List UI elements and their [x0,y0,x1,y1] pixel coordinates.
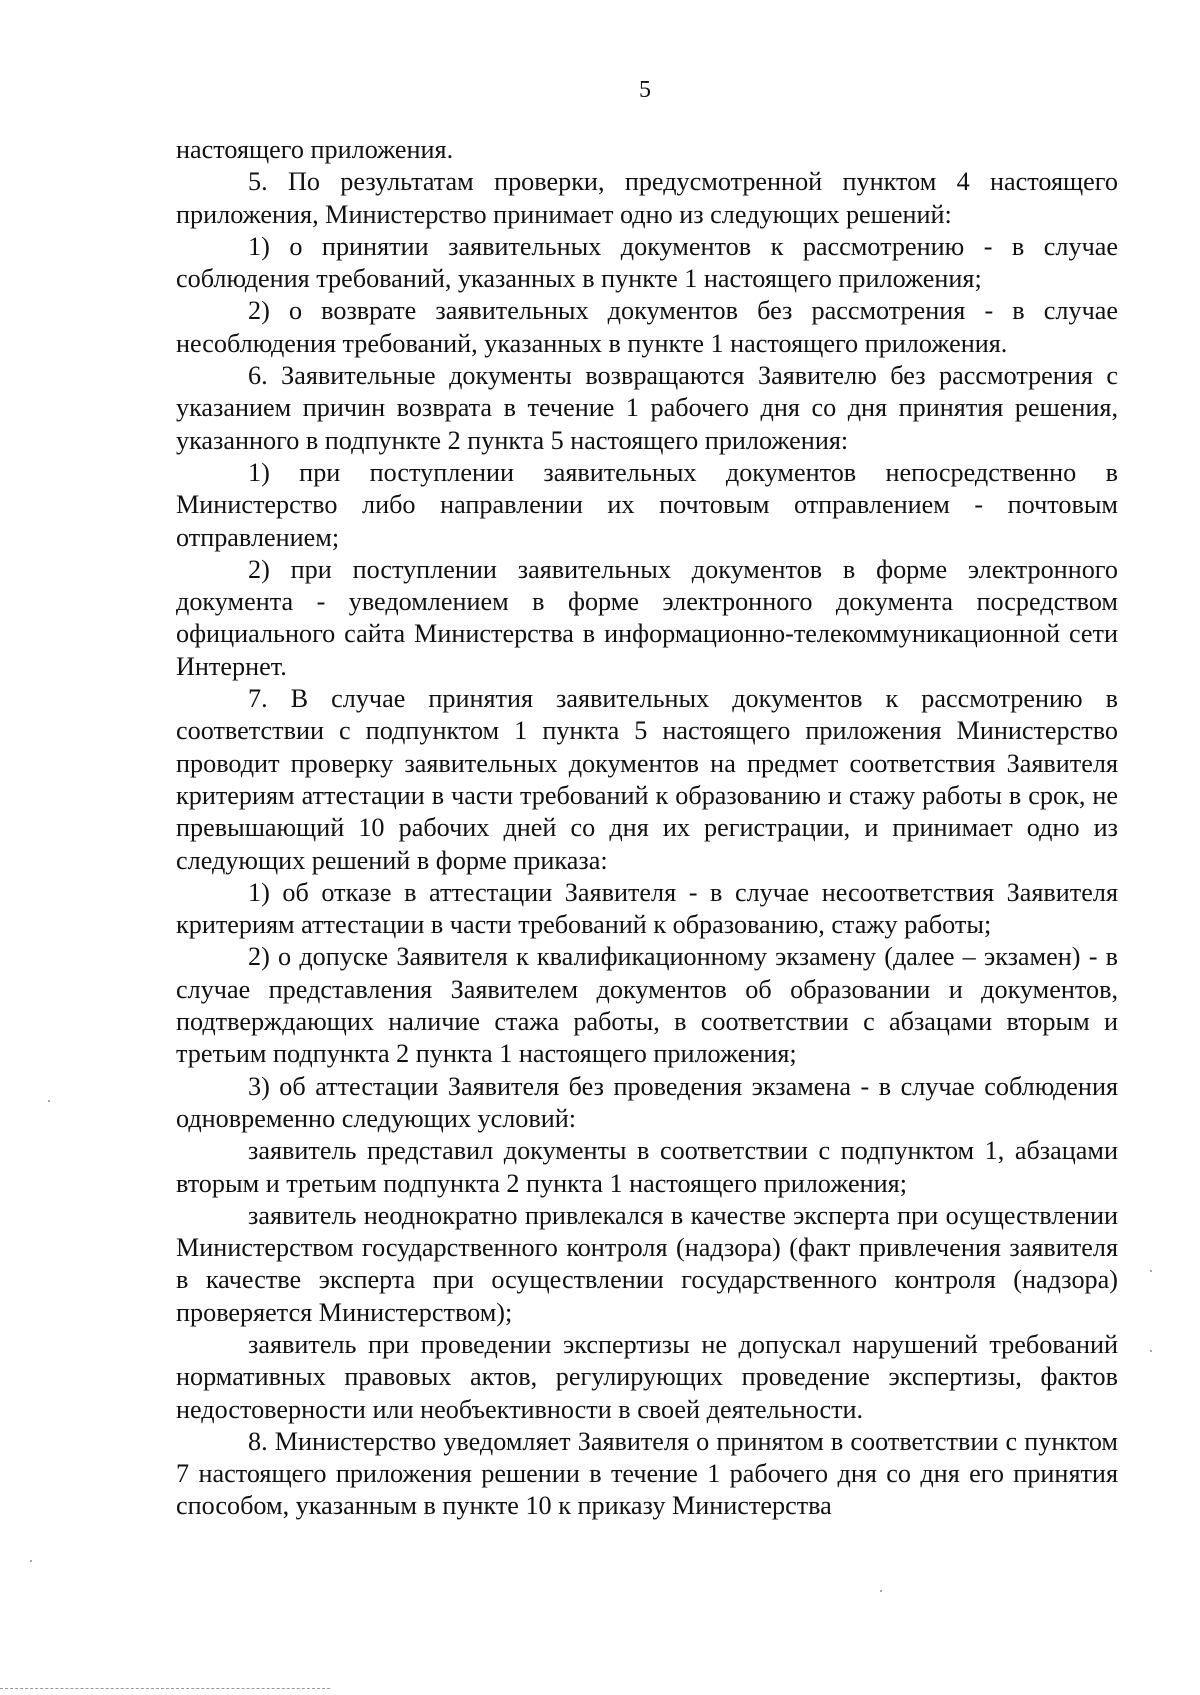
paragraph: 1) об отказе в аттестации Заявителя - в случае несоответствия Заявителя критериям аттестации в части требований к образованию, стажу работы; [176,877,1118,940]
paragraph: 6. Заявительные документы возвращаются Заявителю без рассмотрения с указанием причин возврата в течение 1 рабочего дня со дня принятия решения, указанного в подпункте 2 пункта 5 настоящего приложения: [176,361,1118,455]
paragraph: настоящего приложения. [176,135,454,164]
paragraph: 2) о возврате заявительных документов без рассмотрения - в случае несоблюдения требований, указанных в пункте 1 настоящего приложения. [176,296,1118,358]
scan-speck [1150,1350,1152,1352]
paragraph: заявитель представил документы в соответствии с подпунктом 1, абзацами вторым и третьим подпункта 2 пункта 1 настоящего приложения; [176,1136,1118,1198]
paragraph: 1) при поступлении заявительных документов непосредственно в Министерство либо направлении их почтовым отправлением - почтовым отправлением; [176,457,1118,552]
paragraph: 5. По результатам проверки, предусмотренной пунктом 4 настоящего приложения, Министерство принимает одно из следующих решений: [176,167,1118,229]
paragraph: заявитель неоднократно привлекался в качестве эксперта при осуществлении Министерством государственного контроля (надзора) (факт привлечения заявителя в качестве эксперта при осуществлении государственного контроля (надзора) проверяется Министерством); [176,1200,1118,1327]
paragraph: 8. Министерство уведомляет Заявителя о принятом в соответствии с пунктом 7 настоящего приложения решении в течение 1 рабочего дня со дня его принятия способом, указанным в пункте 10 к приказу Министерства [176,1426,1118,1521]
paragraph: заявитель при проведении экспертизы не допускал нарушений требований нормативных правовых актов, регулирующих проведение экспертизы, фактов недостоверности или необъективности в своей деятельности. [176,1329,1118,1424]
scan-speck [880,1590,882,1592]
scan-speck [1150,1270,1152,1272]
scan-edge-line [0,1688,330,1689]
scan-speck [30,1560,32,1562]
paragraph: 7. В случае принятия заявительных документов к рассмотрению в соответствии с подпунктом 1 пункта 5 настоящего приложения Министерство проводит проверку заявительных документов на предмет соответствия Заявителя критериям аттестации в части требований к образованию и стажу работы в срок, не превышающий 10 рабочих дней со дня их регистрации, и принимает одно из следующих решений в форме приказа: [176,684,1118,875]
paragraph: 2) о допуске Заявителя к квалификационному экзамену (далее – экзамен) - в случае представления Заявителем документов об образовании и документов, подтверждающих наличие стажа работы, в соответствии с абзацами вторым и третьим подпункта 2 пункта 1 настоящего приложения; [176,942,1118,1069]
paragraph: 2) при поступлении заявительных документов в форме электронного документа - уведомлением в форме электронного документа посредством официального сайта Министерства в информационно-телекоммуникационной сети Интернет. [176,554,1118,681]
page-number: 5 [639,77,651,103]
body-text [176,134,1118,1523]
paragraph: 1) о принятии заявительных документов к рассмотрению - в случае соблюдения требований, указанных в пункте 1 настоящего приложения; [176,231,1118,294]
paragraph: 3) об аттестации Заявителя без проведения экзамена - в случае соблюдения одновременно следующих условий: [176,1071,1118,1133]
scan-speck [48,1100,50,1102]
